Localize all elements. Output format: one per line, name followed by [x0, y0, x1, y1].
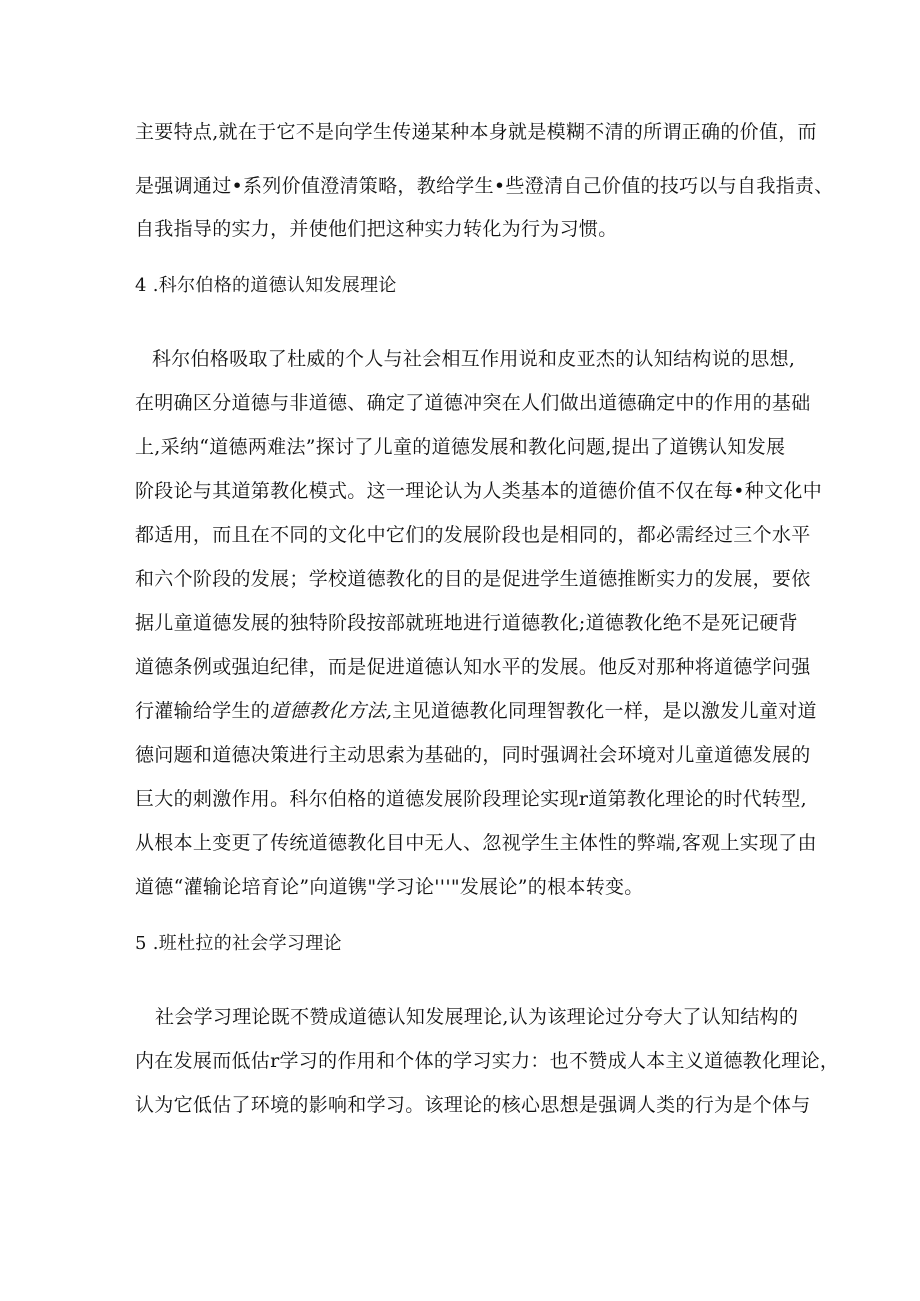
section4-line-9-pre: 行灌输给学生的 — [135, 700, 271, 722]
section4-line-8: 道德条例或强迫纪律，而是促进道德认知水平的发展。他反对那种将道德学问强 — [135, 656, 811, 678]
section4-line-9-italic: 道德教化方法, — [270, 700, 393, 722]
intro-line-3: 自我指导的实力，并使他们把这种实力转化为行为习惯。 — [135, 218, 618, 240]
section5-line-2: 内在发展而低估r学习的作用和个体的学习实力：也不赞成人本主义道德教化理论， — [135, 1050, 840, 1072]
intro-line-2: 是强调通过•系列价值澄清策略，教给学生•些澄清自己价值的技巧以与自我指责、 — [135, 175, 834, 197]
section4-line-13: 道德“灌输论培育论”向道镌"学习论'''"发展论”的根本转变。 — [135, 876, 644, 898]
section4-line-4: 阶段论与其道第教化模式。这一理论认为人类基本的道德价值不仅在每•种文化中 — [135, 480, 823, 502]
section4-line-11: 巨大的刺激作用。科尔伯格的道德发展阶段理论实现r道第教化理论的时代转型, — [135, 788, 807, 810]
section5-line-1: 社会学习理论既不赞成道德认知发展理论,认为该理论过分夸大了认知结构的 — [155, 1006, 799, 1028]
section4-line-9 — [135, 699, 817, 723]
section4-line-12: 从根本上变更了传统道德教化目中无人、忽视学生主体性的弊端,客观上实现了由 — [135, 832, 817, 854]
section4-line-7: 据儿童道德发展的独特阶段按部就班地进行道德教化;道德教化绝不是死记硬背 — [135, 612, 798, 634]
section5-heading: 5 .班杜拉的社会学习理论 — [135, 933, 342, 954]
section4-line-10: 德问题和道德决策进行主动思索为基础的，同时强调社会环境对儿童道德发展的 — [135, 744, 811, 766]
section5-line-3: 认为它低估了环境的影响和学习。该理论的核心思想是强调人类的行为是个体与 — [135, 1094, 811, 1116]
section4-line-5: 都适用，而且在不同的文化中它们的发展阶段也是相同的，都必需经过三个水平 — [135, 524, 811, 546]
section4-heading: 4 .科尔伯格的道德认知发展理论 — [135, 275, 397, 296]
section4-line-9-post: 主见道德教化同理智教化一样，是以激发儿童对道 — [392, 700, 817, 722]
section4-line-3: 上,采纳“道德两难法”探讨了儿童的道德发展和教化问题,提出了道镌认知发展 — [135, 436, 786, 458]
section4-line-6: 和六个阶段的发展；学校道德教化的目的是促进学生道德推断实力的发展，要依 — [135, 568, 811, 590]
intro-line-1: 主要特点,就在于它不是向学生传递某种本身就是模糊不清的所谓正确的价值，而 — [135, 121, 817, 143]
section4-line-1: 科尔伯格吸取了杜威的个人与社会相互作用说和皮亚杰的认知结构说的思想, — [152, 348, 796, 370]
section4-line-2: 在明确区分道德与非道德、确定了道德冲突在人们做出道德确定中的作用的基础 — [135, 392, 811, 414]
